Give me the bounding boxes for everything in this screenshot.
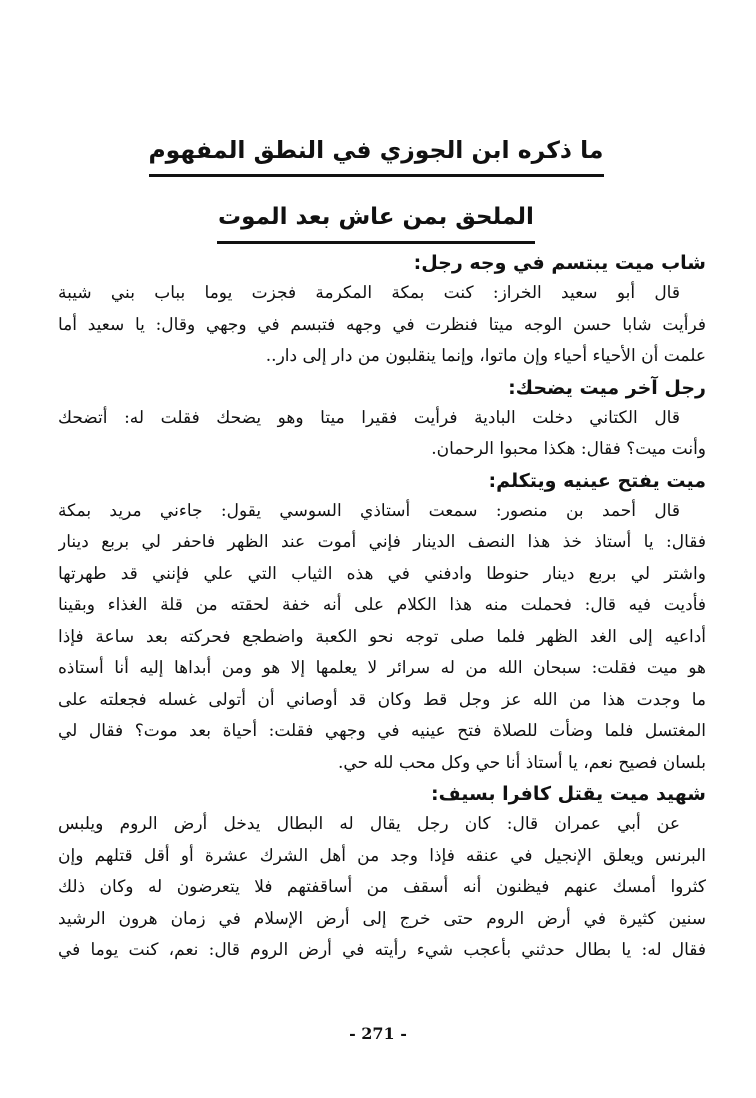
text-line: فقال: يا أستاذ خذ هذا النصف الدينار فإني أموت عند الظهر فاحفر لي بربع دينار — [58, 532, 706, 552]
title-line-2: الملحق بمن عاش بعد الموت — [217, 195, 535, 244]
text-line: البرنس ويعلق الإنجيل في عنقه فإذا وجد من أهل الشرك عشرة أو أقل قتلهم وإن — [58, 845, 706, 866]
page-title — [126, 128, 626, 244]
text-line: بلسان فصيح نعم، يا أستاذ أنا حي وكل محب لله حي. — [338, 752, 706, 773]
text-line: فرأيت شابا حسن الوجه ميتا فنظرت في وجهه فتبسم في وجهي وقال: يا سعيد أما — [58, 314, 706, 335]
text-line: وأنت ميت؟ فقال: هكذا محبوا الرحمان. — [431, 439, 706, 459]
section-paragraph — [58, 809, 706, 967]
text-line: عن أبي عمران قال: كان رجل يقال له البطال يدخل أرض الروم ويلبس — [58, 814, 680, 834]
text-line: قال أحمد بن منصور: سمعت أستاذي السوسي يقول: جاءني مريد بمكة — [58, 500, 680, 521]
text-line: هو ميت فقلت: سبحان الله من له سرائر لا يعلمها إلا هو ومن أبداها إليه أنا أستاذه — [58, 658, 706, 678]
text-line: فقال له: يا بطال حدثني بأعجب شيء رأيته في أرض الروم قال: نعم، كنت يوما في — [58, 940, 706, 960]
section-heading: شهيد ميت يقتل كافرا بسيف: — [431, 783, 706, 805]
section-heading: رجل آخر ميت يضحك: — [508, 376, 706, 399]
title-line-1: ما ذكره ابن الجوزي في النطق المفهوم — [149, 128, 604, 177]
section-paragraph — [58, 278, 706, 373]
section-paragraph — [58, 496, 706, 780]
section-heading: شاب ميت يبتسم في وجه رجل: — [413, 252, 706, 274]
text-line: فأديت فيه قال: فحملت منه هذا الكلام على أنه خفة لحقته من قلة الغذاء وبقينا — [58, 595, 706, 615]
section-paragraph — [58, 403, 706, 466]
text-line: كثروا أمسك عنهم فيظنون أنه أسقف من أساقفتهم فلا يتعرضون له وكان ذلك — [58, 877, 706, 897]
text-line: سنين كثيرة في أرض الروم حتى خرج إلى أرض الإسلام في زمان هرون الرشيد — [58, 908, 706, 929]
text-line: أداعيه إلى الغد الظهر فلما صلى توجه نحو الكعبة واضطجع فحركته بعد ساعة فإذا — [58, 626, 706, 647]
section-heading: ميت يفتح عينيه ويتكلم: — [488, 469, 706, 492]
text-line: قال الكتاني دخلت البادية فرأيت فقيرا ميتا وهو يضحك فقلت له: أتضحك — [58, 407, 680, 428]
page-number: - 271 - — [349, 1024, 407, 1043]
text-line: علمت أن الأحياء أحياء وإن ماتوا، وإنما ينقلبون من دار إلى دار.. — [265, 346, 706, 366]
body-content — [58, 248, 706, 967]
text-line: قال أبو سعيد الخراز: كنت بمكة المكرمة فجزت يوما بباب بني شيبة — [58, 283, 680, 303]
text-line: واشتر لي بربع دينار حنوطا وادفني في هذه الثياب التي علي فإنني قد طهرتها — [58, 563, 706, 584]
text-line: المغتسل فلما وضأت للصلاة فتح عينيه في وجهي فقلت: أحياة بعد موت؟ فقال لي — [58, 721, 706, 741]
text-line: ما وجدت هذا من الله عز وجل قط وكان قد أوصاني أن أتولى غسله فجعلته على — [58, 689, 706, 710]
